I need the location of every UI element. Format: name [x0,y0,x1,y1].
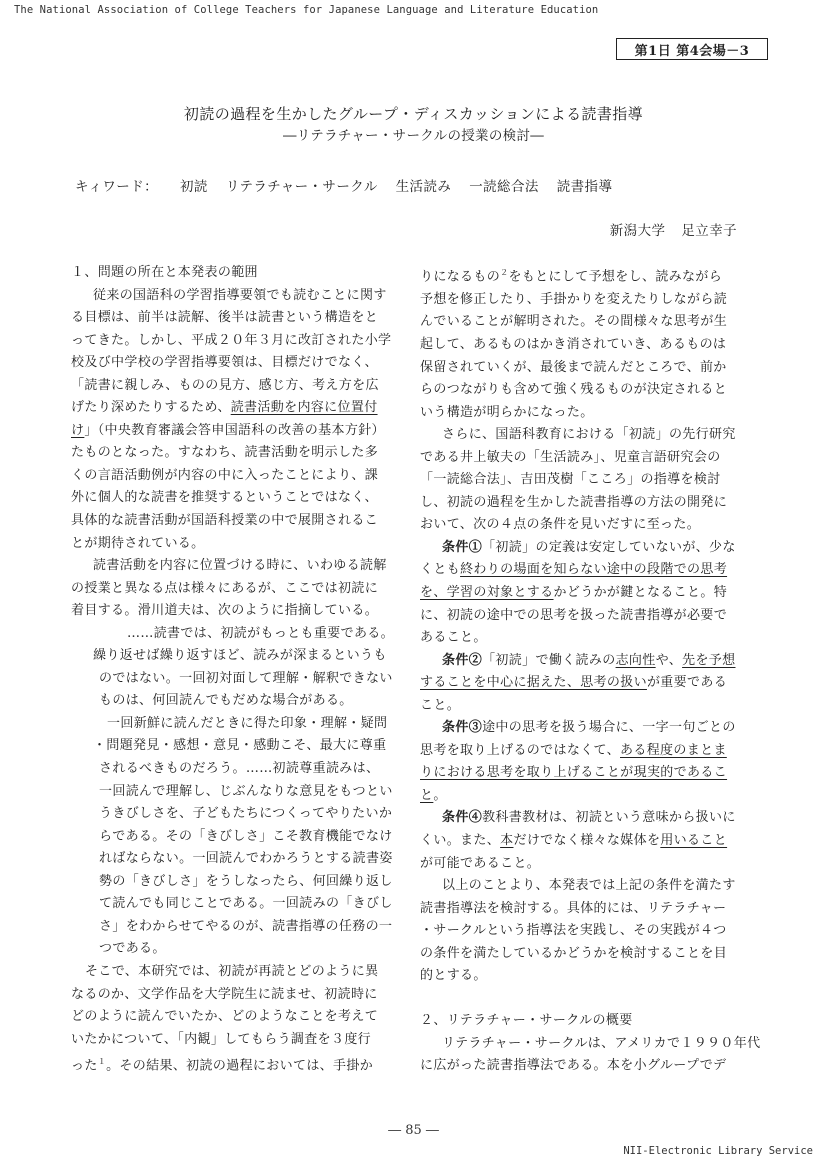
text-line: そこで、本研究では、初読が再読とどのように異 [85,963,379,979]
underlined-phrase: 志向性 [615,652,656,668]
quote-line: 一回新鮮に読んだときに得た印象・理解・疑問 [107,715,388,731]
text-line: 条件②「初読」で働く読みの志向性や、先を予想 [442,652,736,668]
text-line: 思考を取り上げるのではなくて、ある程度のまとま [420,742,727,758]
condition-label: 条件② [442,652,483,668]
condition-label: 条件① [442,539,483,555]
quote-line: ……読書では、初読がもっとも重要である。 [127,625,395,641]
keyword: リテラチャー・サークル [225,179,378,195]
keyword: 初読 [180,179,208,195]
text-line: 読書指導法を検討する。具体的には、リテラチャー [420,900,727,916]
quote-line: ・問題発見・感想・意見・感動こそ、最大に尊重 [93,738,387,754]
text-line: 条件③途中の思考を扱う場合に、一字一句ごとの [442,720,736,736]
text-line: くい。また、本だけでなく様々な媒体を用いること [420,833,728,848]
text-line: 読書活動を内容に位置づける時に、いわゆる読解 [93,558,387,574]
page-number: ― 85 ― [388,1123,439,1138]
underlined-phrase: 終わりの場面を知らない途中の段階での思考 [460,562,728,578]
quote-line: のではない。一回初対面して理解・解釈できない [99,670,393,686]
quote-line: らである。その「きびしさ」こそ教育機能でなけ [99,828,393,844]
author-line [560,219,737,239]
underlined-phrase: することを中心に据えた、思考の扱い [420,675,647,691]
text-line: 「読書に親しみ、ものの見方、感じ方、考え方を広 [71,377,379,393]
text-line: くの言語活動例が内容の中に入ったことにより、課 [71,467,379,483]
text-line: りにおける思考を取り上げることが現実的であるこ [420,765,728,781]
keyword: 一読総合法 [469,179,539,195]
text-line: んでいることが解明された。その間様々な思考が生 [420,314,728,330]
quote-line: さ」をわからせてやるのが、読書指導の任務の一 [99,918,393,934]
text-line: 保留されていくが、最後まで読んだところで、前か [420,359,727,375]
text-line: くとも終わりの場面を知らない途中の段階での思考 [420,562,728,578]
left-column [71,262,409,1078]
text-line: げたり深めたりするため、読書活動を内容に位置付 [71,400,378,416]
footnote-ref: １ [97,1057,107,1067]
quote-line: 一回読んで理解し、じぶんなりな意見をもつとい [99,783,393,799]
quote-line: て読んでも同じことである。一回読みの「きびし [99,896,393,912]
underlined-phrase: 用いること [660,833,728,848]
keyword: 生活読み [395,179,452,195]
quote-line: ものは、何回読んでもだめな場合がある。 [99,693,353,709]
quote-line: つである。 [99,941,166,957]
text-line: に、初読の途中での思考を扱った読書指導が必要で [420,607,728,623]
text-line: 条件④教科書教材は、初読という意味から扱いに [442,810,736,826]
quote-line: うきびしさを、子どもたちにつくってやりたいか [99,806,393,822]
text-line: 校及び中学校の学習指導要領は、目標だけでなく、 [71,355,378,371]
text-line: し、初読の過程を生かした読書指導の方法の開発に [420,494,728,510]
keywords-label: キィワード： [75,179,158,195]
text-line: たものとなった。すなわち、読書活動を明示した多 [71,445,379,461]
text-line: った$^1$。その結果、初読の過程においては、手掛か [71,1057,374,1074]
text-line: の条件を満たしているかどうかを検討することを目 [420,945,728,961]
text-line: おいて、次の４点の条件を見いだすに至った。 [420,517,701,533]
text-line: することを中心に据えた、思考の扱いが重要である [420,675,728,691]
text-line: け」（中央教育審議会答申国語科の改善の基本方針） [71,422,385,438]
text-line: りになるもの$^2$をもとにして予想をし、読みながら [420,268,723,285]
text-line: リテラチャー・サークルは、アメリカで１９９０年代 [442,1035,761,1051]
section-heading: １、問題の所在と本発表の範囲 [71,265,258,280]
text-line: らのつながりも含めて強く残るものが決定されると [420,382,728,398]
text-line: 以上のことより、本発表では上記の条件を満たす [442,878,736,894]
library-service-label: NII-Electronic Library Service [623,1145,813,1157]
session-label: 第1日 第4会場－3 [616,38,768,60]
author-affiliation: 新潟大学 [609,223,666,239]
text-line: 「一読総合法」、吉田茂樹「こころ」の指導を検討 [420,472,721,488]
author-name: 足立幸子 [681,223,737,239]
text-line: に広がった読書指導法である。本を小グループでデ [420,1058,727,1074]
underlined-phrase: 読書活動を内容に位置付 [230,400,378,416]
text-line: である井上敏夫の「生活読み」、児童言語研究会の [420,449,721,465]
underlined-phrase: け [71,422,85,438]
text-line: が可能であること。 [420,855,541,871]
text-line: る目標は、前半は読解、後半は読書という構造をと [71,310,379,326]
association-header: The National Association of College Teachers for Japanese Language and Literature Education [14,4,599,16]
text-line: どのように読んでいたか、どのようなことを考えて [71,1009,379,1025]
quote-line: 勢の「きびしさ」をうしなったら、何回繰り返し [99,873,393,889]
keyword: 読書指導 [556,179,613,195]
quote-line: されるべきものだろう。……初読尊重読みは、 [99,761,380,777]
underlined-phrase: と [420,787,434,803]
right-column [420,262,761,1078]
text-line: 的とする。 [420,968,487,984]
text-line: と。 [420,787,447,803]
footnote-ref: ２ [500,268,509,277]
keywords-line [75,175,630,195]
underlined-phrase: を、学習の対象とする [420,584,554,600]
text-line: の授業と異なる点は様々にあるが、ここでは初読に [71,580,379,596]
paper-subtitle: ―リテラチャー・サークルの授業の検討― [282,128,545,144]
text-line: ・サークルという指導法を実践し、その実践が４つ [420,923,727,939]
text-line: あること。 [420,630,487,646]
text-line: なるのか、文学作品を大学院生に読ませ、初読時に [71,986,378,1002]
text-line: こと。 [420,697,461,713]
section-heading: ２、リテラチャー・サークルの概要 [420,1013,633,1029]
condition-label: 条件④ [442,810,483,826]
text-line: いたかについて、「内観」してもらう調査を３度行 [71,1031,372,1047]
condition-label: 条件③ [442,720,483,736]
text-line: 外に個人的な読書を推奨するということではなく、 [71,490,378,506]
text-line: さらに、国語科教育における「初読」の先行研究 [442,427,736,443]
text-line: 条件①「初読」の定義は安定していないが、少な [442,539,736,555]
text-line: とが期待されている。 [71,535,205,551]
quote-line: ればならない。一回読んでわかろうとする読書姿 [99,851,393,867]
text-line: 予想を修正したり、手掛かりを変えたりしながら読 [420,291,728,307]
text-line: 起して、あるものはかき消されていき、あるものは [420,336,727,352]
text-line: いう構造が明らかになった。 [420,404,594,420]
underlined-phrase: ある程度のまとま [620,742,727,758]
text-line: 着目する。滑川道夫は、次のように指摘している。 [71,603,379,619]
quote-line: 繰り返せば繰り返すほど、読みが深まるというも [93,648,387,664]
text-line: 具体的な読書活動が国語科授業の中で展開されるこ [71,513,379,529]
paper-title: 初読の過程を生かしたグループ・ディスカッションによる読書指導 [183,105,644,123]
text-line: ってきた。しかし、平成２０年３月に改訂された小学 [71,332,392,348]
underlined-phrase: 先を予想 [682,652,736,668]
text-line: 従来の国語科の学習指導要領でも読むことに関す [93,287,387,303]
text-line: を、学習の対象とするかどうかが鍵となること。特 [420,584,728,600]
underlined-phrase: 本 [500,833,514,848]
